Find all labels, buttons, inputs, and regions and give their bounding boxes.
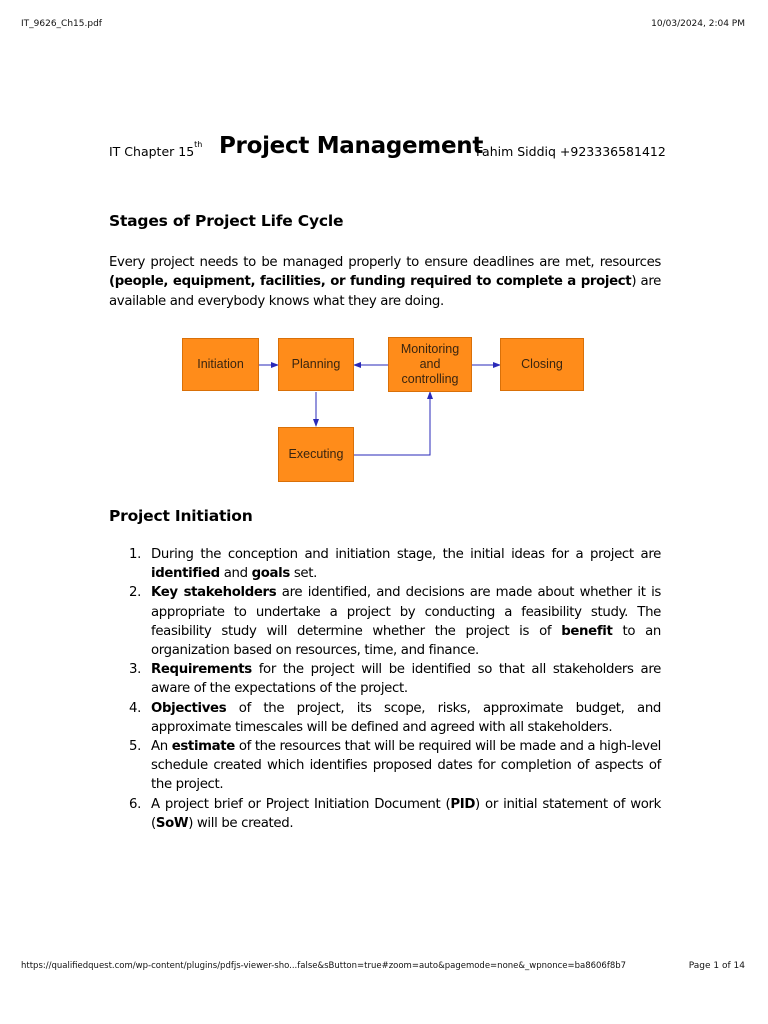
- print-datetime: 10/03/2024, 2:04 PM: [651, 19, 745, 29]
- initiation-steps-list: [109, 545, 661, 833]
- list-item: 3. Requirements for the project will be identified so that all stakeholders are aware of the expectations of the project.: [129, 662, 661, 697]
- initiation-heading: Project Initiation: [109, 507, 253, 525]
- print-url: https://qualifiedquest.com/wp-content/plugins/pdfjs-viewer-sho...false&sButton=true#zoom=auto&pagemode=none&_wpnonce=ba8606f8b7: [21, 961, 627, 971]
- print-filename: IT_9626_Ch15.pdf: [21, 19, 102, 29]
- stages-heading: Stages of Project Life Cycle: [109, 212, 344, 230]
- stage-planning-box: Planning: [278, 338, 354, 391]
- list-item: 1. During the conception and initiation stage, the initial ideas for a project are identified and goals set.: [129, 547, 661, 582]
- stage-executing-box: Executing: [278, 427, 354, 482]
- stages-intro: Every project needs to be managed properly to ensure deadlines are met, resources (people, equipment, facilities, or funding required to complete a project) are available and everybody knows what they are doing.: [109, 255, 662, 309]
- stage-closing-box: Closing: [500, 338, 584, 391]
- list-item: 4. Objectives of the project, its scope, risks, approximate budget, and approximate timescales will be defined and agreed with all stakeholders.: [129, 700, 661, 735]
- list-item: 5. An estimate of the resources that will be required will be made and a high-level schedule created which identifies proposed dates for completion of aspects of the project.: [129, 739, 661, 793]
- page-number: Page 1 of 14: [688, 961, 745, 971]
- page-title: Project Management: [219, 133, 484, 159]
- project-lifecycle-diagram: [182, 336, 586, 484]
- chapter-label: IT Chapter 15th: [109, 140, 203, 160]
- author-contact: Fahim Siddiq +923336581412: [476, 144, 666, 159]
- stage-initiation-box: Initiation: [182, 338, 259, 391]
- stage-monitoring-box: Monitoring and controlling: [388, 337, 472, 392]
- title-row: [109, 133, 669, 165]
- list-item: 2. Key stakeholders are identified, and decisions are made about whether it is appropriate to undertake a project by conducting a feasibility study. The feasibility study will determine whether the project is of benefit to an organization based on resources, time, and finance.: [129, 585, 661, 659]
- arrow-executing-to-monitoring: [354, 392, 430, 455]
- list-item: 6. A project brief or Project Initiation Document (PID) or initial statement of work (SoW) will be created.: [129, 796, 661, 831]
